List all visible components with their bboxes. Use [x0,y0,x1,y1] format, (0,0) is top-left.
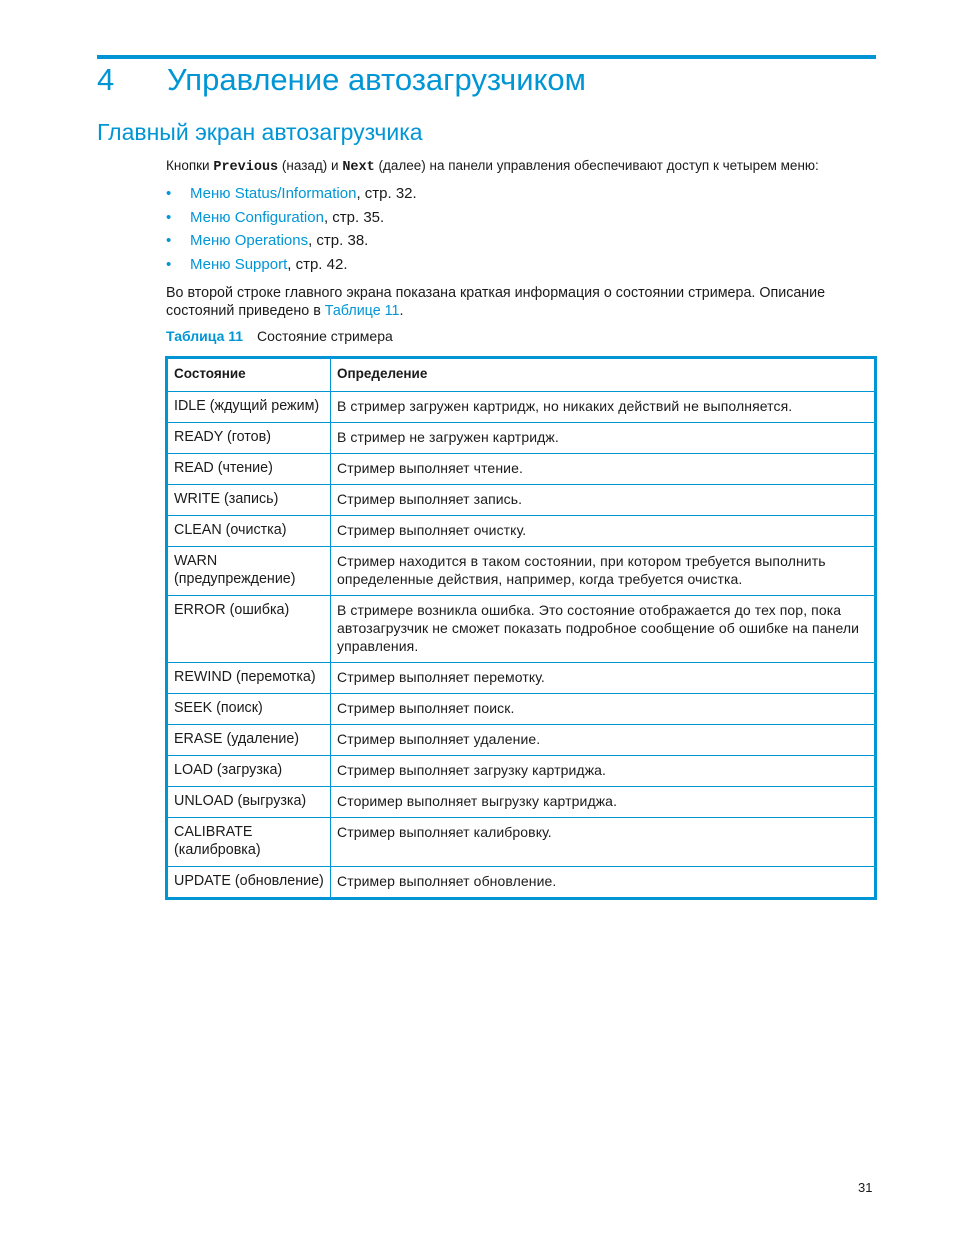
header-definition: Определение [331,358,876,392]
table-caption-label: Таблица 11 [166,328,244,344]
state-cell: UNLOAD (выгрузка) [167,787,331,818]
state-cell: CLEAN (очистка) [167,516,331,547]
intro-mid: (назад) и [278,158,343,173]
menu-page-ref: , стр. 42. [287,255,348,273]
state-cell: READ (чтение) [167,454,331,485]
table-row [167,756,876,787]
menu-support-link[interactable]: Меню Support [190,255,288,273]
list-item [166,208,417,232]
menu-status-link[interactable]: Меню Status/Information [190,185,357,202]
table-row [167,818,876,867]
state-cell: READY (готов) [167,423,331,454]
state-cell: IDLE (ждущий режим) [167,392,331,423]
table-row [167,392,876,423]
definition-cell: Стример выполняет обновление. [331,867,876,899]
definition-cell: В стримере возникла ошибка. Это состояние отображается до тех пор, пока автозагрузчик не сможет показать подробное сообщение об ошибке на панели управления. [331,596,876,663]
paragraph-text: Во второй строке главного экрана показана краткая информация о состоянии стримера. Описание состояний приведено в [166,285,826,319]
table-row [167,547,876,596]
table-row [167,423,876,454]
bullet-icon: • [166,255,172,273]
paragraph-end: . [399,303,404,319]
chapter-title: Управление автозагрузчиком [167,62,586,97]
definition-cell: Стример выполняет удаление. [331,725,876,756]
top-rule [97,55,876,59]
state-cell: REWIND (перемотка) [167,663,331,694]
table-row [167,694,876,725]
state-cell: WRITE (запись) [167,485,331,516]
definition-cell: Стример выполняет очистку. [331,516,876,547]
table-row [167,867,876,899]
menu-page-ref: , стр. 38. [308,232,369,249]
chapter-heading [97,62,586,98]
header-state: Состояние [167,358,331,392]
list-item [166,231,417,255]
state-cell: SEEK (поиск) [167,694,331,725]
table-header-row [167,358,876,392]
state-cell: LOAD (загрузка) [167,756,331,787]
state-cell: ERROR (ошибка) [167,596,331,663]
status-paragraph [166,284,878,320]
status-table [165,356,877,900]
state-cell: ERASE (удаление) [167,725,331,756]
definition-cell: Стример выполняет запись. [331,485,876,516]
definition-cell: Стоример выполняет выгрузку картриджа. [331,787,876,818]
menu-configuration-link[interactable]: Меню Configuration [190,208,324,226]
list-item [166,255,417,279]
table-row [167,787,876,818]
bullet-icon: • [166,232,172,249]
table-caption [166,328,393,344]
definition-cell: Стример находится в таком состоянии, при котором требуется выполнить определенные действия, например, когда требуется очистка. [331,547,876,596]
table-row [167,663,876,694]
menu-operations-link[interactable]: Меню Operations [190,232,309,249]
intro-before: Кнопки [166,158,214,173]
intro-text [166,158,819,175]
previous-button-name: Previous [213,160,279,175]
menu-list [166,184,417,278]
table-row [167,596,876,663]
state-cell: CALIBRATE (калибровка) [167,818,331,867]
bullet-icon: • [166,208,172,226]
table-11-link[interactable]: Таблице 11 [324,303,400,319]
state-cell: WARN (предупреждение) [167,547,331,596]
list-item [166,184,417,208]
definition-cell: Стример выполняет загрузку картриджа. [331,756,876,787]
page-number: 31 [858,1180,873,1195]
definition-cell: В стример не загружен картридж. [331,423,876,454]
definition-cell: Стример выполняет чтение. [331,454,876,485]
menu-page-ref: , стр. 32. [356,185,417,202]
table-row [167,485,876,516]
table-caption-text: Состояние стримера [257,328,393,344]
table-row [167,516,876,547]
definition-cell: Стример выполняет перемотку. [331,663,876,694]
intro-after: (далее) на панели управления обеспечивают доступ к четырем меню: [374,158,819,173]
chapter-number: 4 [97,62,115,97]
table-row [167,725,876,756]
definition-cell: В стример загружен картридж, но никаких действий не выполняется. [331,392,876,423]
section-title: Главный экран автозагрузчика [97,119,423,145]
table-row [167,454,876,485]
next-button-name: Next [342,160,375,175]
bullet-icon: • [166,185,172,202]
menu-page-ref: , стр. 35. [323,208,385,226]
definition-cell: Стример выполняет калибровку. [331,818,876,867]
definition-cell: Стример выполняет поиск. [331,694,876,725]
state-cell: UPDATE (обновление) [167,867,331,899]
